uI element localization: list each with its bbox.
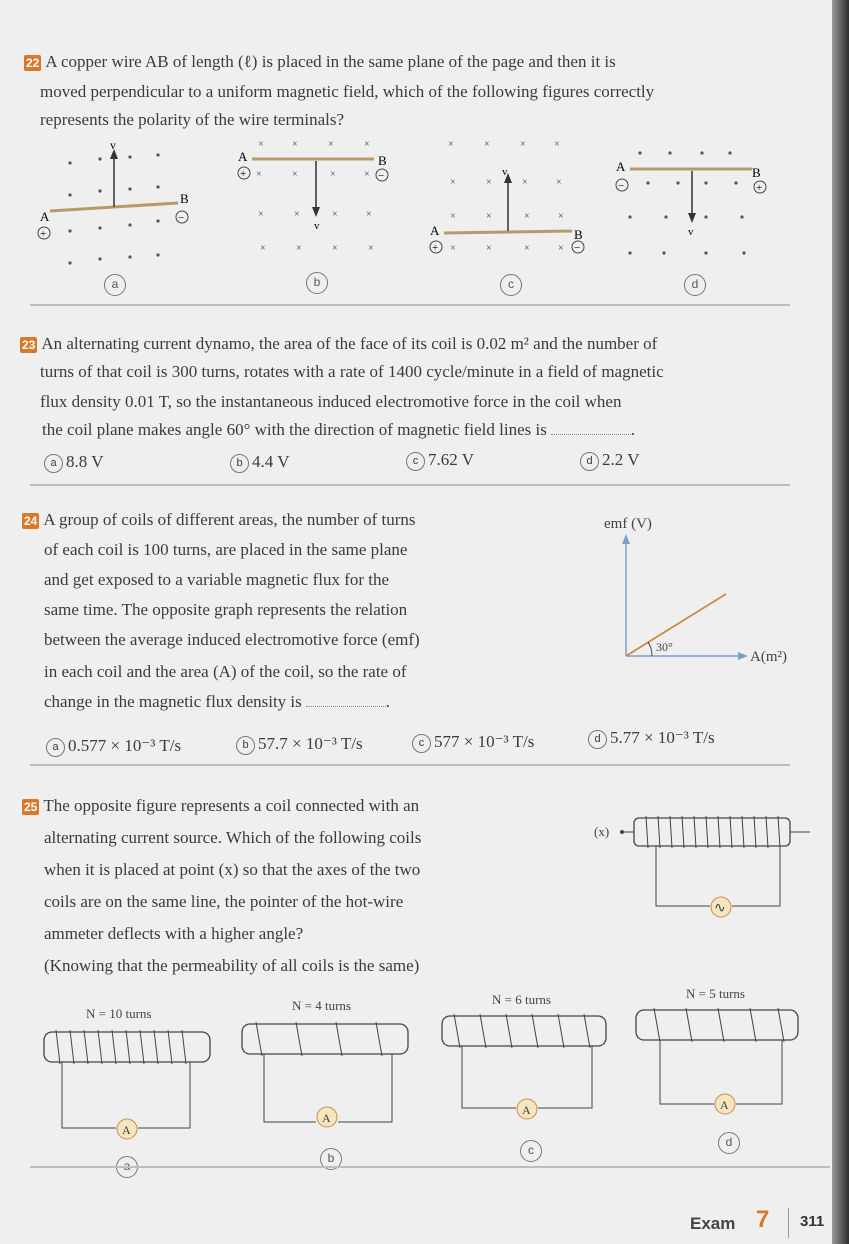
q23-line-1: 23 An alternating current dynamo, the area of the face of its coil is 0.02 m² and the number of: [22, 334, 658, 353]
svg-text:×: ×: [558, 211, 564, 222]
q25-line-4: coils are on the same line, the pointer of the hot-wire: [44, 892, 404, 911]
svg-text:×: ×: [484, 139, 490, 150]
svg-text:×: ×: [292, 169, 298, 180]
svg-text:×: ×: [554, 139, 560, 150]
q24-line-5: between the average induced electromotive force (emf): [44, 630, 420, 649]
q25-line-1: 25 The opposite figure represents a coil connected with an: [24, 796, 420, 815]
q22-figure-a: [38, 138, 189, 265]
q24-line-7: change in the magnetic flux density is .: [44, 692, 391, 711]
q25-number-badge: 25: [24, 800, 38, 814]
q24-line-1: 24 A group of coils of different areas, the number of turns: [24, 510, 416, 529]
q25-line-6: (Knowing that the permeability of all coils is the same): [44, 956, 420, 975]
svg-text:N = 10 turns: N = 10 turns: [86, 1006, 152, 1021]
svg-text:×: ×: [450, 243, 456, 254]
svg-text:×: ×: [258, 209, 264, 220]
divider: [30, 764, 790, 766]
svg-text:×: ×: [332, 209, 338, 220]
svg-text:×: ×: [450, 177, 456, 188]
svg-text:×: ×: [364, 139, 370, 150]
svg-text:−: −: [378, 170, 385, 182]
svg-text:v: v: [688, 226, 694, 238]
ac-source-symbol: ∿: [714, 901, 726, 916]
svg-text:A: A: [430, 223, 440, 238]
footer-exam-label: Exam: [690, 1214, 736, 1233]
source-coil-figure: [590, 810, 810, 920]
svg-text:×: ×: [260, 243, 266, 254]
q25-line-3: when it is placed at point (x) so that the axes of the two: [44, 860, 421, 879]
svg-text:×: ×: [558, 243, 564, 254]
svg-text:B: B: [574, 227, 583, 242]
svg-text:−: −: [574, 242, 581, 254]
q22-figure-b: [256, 139, 374, 254]
svg-text:A: A: [122, 1123, 131, 1137]
q23-option-b[interactable]: b 4.4 V: [230, 452, 289, 473]
svg-text:−: −: [618, 180, 625, 192]
q24-line-4: same time. The opposite graph represents the relation: [44, 600, 408, 619]
svg-text:×: ×: [364, 169, 370, 180]
svg-text:×: ×: [258, 139, 264, 150]
svg-text:×: ×: [522, 177, 528, 188]
q22-line-1: 22 A copper wire AB of length (ℓ) is placed in the same plane of the page and then it is: [26, 52, 616, 71]
svg-text:×: ×: [330, 169, 336, 180]
q24-option-b[interactable]: b 57.7 × 10⁻³ T/s: [236, 734, 363, 755]
svg-text:×: ×: [556, 177, 562, 188]
q24-option-a[interactable]: a 0.577 × 10⁻³ T/s: [46, 736, 181, 757]
q22-number-badge: 22: [26, 56, 40, 70]
coil-option-d: [636, 986, 798, 1114]
q24-line-3: and get exposed to a variable magnetic flux for the: [44, 570, 390, 589]
svg-text:N = 6 turns: N = 6 turns: [492, 992, 551, 1007]
svg-text:×: ×: [292, 139, 298, 150]
svg-text:+: +: [40, 228, 47, 240]
q24-number-badge: 24: [24, 514, 38, 528]
q24-line-6: in each coil and the area (A) of the coil, so the rate of: [44, 662, 407, 681]
svg-text:×: ×: [524, 243, 530, 254]
page-number: 311: [800, 1213, 825, 1230]
q23-line-2: turns of that coil is 300 turns, rotates with a rate of 1400 cycle/minute in a field of magnetic: [40, 362, 664, 381]
graph-xlabel: A(m²): [750, 649, 787, 665]
svg-text:×: ×: [486, 211, 492, 222]
q23-number-badge: 23: [22, 338, 36, 352]
q24-option-d[interactable]: d 5.77 × 10⁻³ T/s: [588, 728, 715, 749]
svg-text:−: −: [178, 212, 185, 224]
emf-area-graph: [590, 510, 810, 670]
svg-text:N = 5 turns: N = 5 turns: [686, 986, 745, 1001]
q22-option-c[interactable]: c: [500, 274, 522, 296]
svg-text:+: +: [432, 242, 439, 254]
divider: [30, 484, 790, 486]
svg-text:A: A: [522, 1103, 531, 1117]
emf-line: [626, 594, 726, 656]
svg-text:N = 4 turns: N = 4 turns: [292, 998, 351, 1013]
svg-text:v: v: [502, 166, 508, 178]
svg-text:B: B: [378, 153, 387, 168]
divider: [30, 1166, 830, 1168]
divider: [30, 304, 790, 306]
svg-text:v: v: [110, 138, 116, 152]
q23-option-d[interactable]: d 2.2 V: [580, 450, 639, 471]
q22-option-a[interactable]: a: [104, 274, 126, 296]
q25-line-5: ammeter deflects with a higher angle?: [44, 924, 304, 943]
svg-text:×: ×: [524, 211, 530, 222]
q25-option-d[interactable]: d: [718, 1132, 740, 1154]
q23-line-3: flux density 0.01 T, so the instantaneous induced electromotive force in the coil when: [40, 392, 622, 411]
footer-exam-number: 7: [756, 1206, 770, 1233]
q22-figures: [30, 135, 800, 300]
q23-option-a[interactable]: a 8.8 V: [44, 452, 103, 473]
coil-option-b: [242, 998, 408, 1127]
q25-option-c[interactable]: c: [520, 1140, 542, 1162]
q22-figure-d: [628, 151, 745, 254]
svg-text:×: ×: [332, 243, 338, 254]
page-edge-shadow: [832, 0, 849, 1244]
svg-text:×: ×: [520, 139, 526, 150]
svg-text:A: A: [322, 1111, 331, 1125]
svg-text:×: ×: [294, 209, 300, 220]
svg-text:A: A: [40, 209, 50, 224]
q25-option-b[interactable]: b: [320, 1148, 342, 1170]
q24-line-2: of each coil is 100 turns, are placed in the same plane: [44, 540, 408, 559]
q22-option-d[interactable]: d: [684, 274, 706, 296]
svg-text:+: +: [240, 168, 247, 180]
answer-blank: [306, 706, 386, 707]
svg-text:A: A: [238, 149, 248, 164]
q23-line-4: the coil plane makes angle 60° with the direction of magnetic field lines is .: [42, 420, 636, 439]
svg-text:B: B: [752, 165, 761, 180]
svg-text:v: v: [314, 220, 320, 232]
svg-text:×: ×: [368, 243, 374, 254]
svg-text:A: A: [616, 159, 626, 174]
svg-text:A: A: [720, 1098, 729, 1112]
svg-text:×: ×: [486, 243, 492, 254]
q22-line-2: moved perpendicular to a uniform magnetic field, which of the following figures correctly: [40, 82, 655, 101]
svg-text:×: ×: [366, 209, 372, 220]
graph-ylabel: emf (V): [604, 516, 652, 532]
svg-text:+: +: [756, 182, 763, 194]
answer-blank: [551, 434, 631, 435]
svg-text:×: ×: [256, 169, 262, 180]
svg-text:×: ×: [328, 139, 334, 150]
q23-option-c[interactable]: c 7.62 V: [406, 450, 474, 471]
q24-option-c[interactable]: c 577 × 10⁻³ T/s: [412, 732, 534, 753]
point-x-label: (x): [594, 824, 610, 839]
footer-separator: [788, 1208, 789, 1238]
svg-text:×: ×: [448, 139, 454, 150]
q22-option-b[interactable]: b: [306, 272, 328, 294]
q22-figure-c: [448, 139, 564, 254]
svg-text:×: ×: [296, 243, 302, 254]
q25-coil-options: [30, 980, 810, 1180]
svg-text:×: ×: [486, 177, 492, 188]
svg-text:×: ×: [450, 211, 456, 222]
coil-option-c: [442, 992, 606, 1119]
graph-angle: 30°: [656, 640, 673, 654]
coil-option-a: [44, 1006, 210, 1139]
q22-line-3: represents the polarity of the wire terminals?: [40, 110, 344, 129]
q25-line-2: alternating current source. Which of the following coils: [44, 828, 422, 847]
svg-text:B: B: [180, 191, 189, 206]
